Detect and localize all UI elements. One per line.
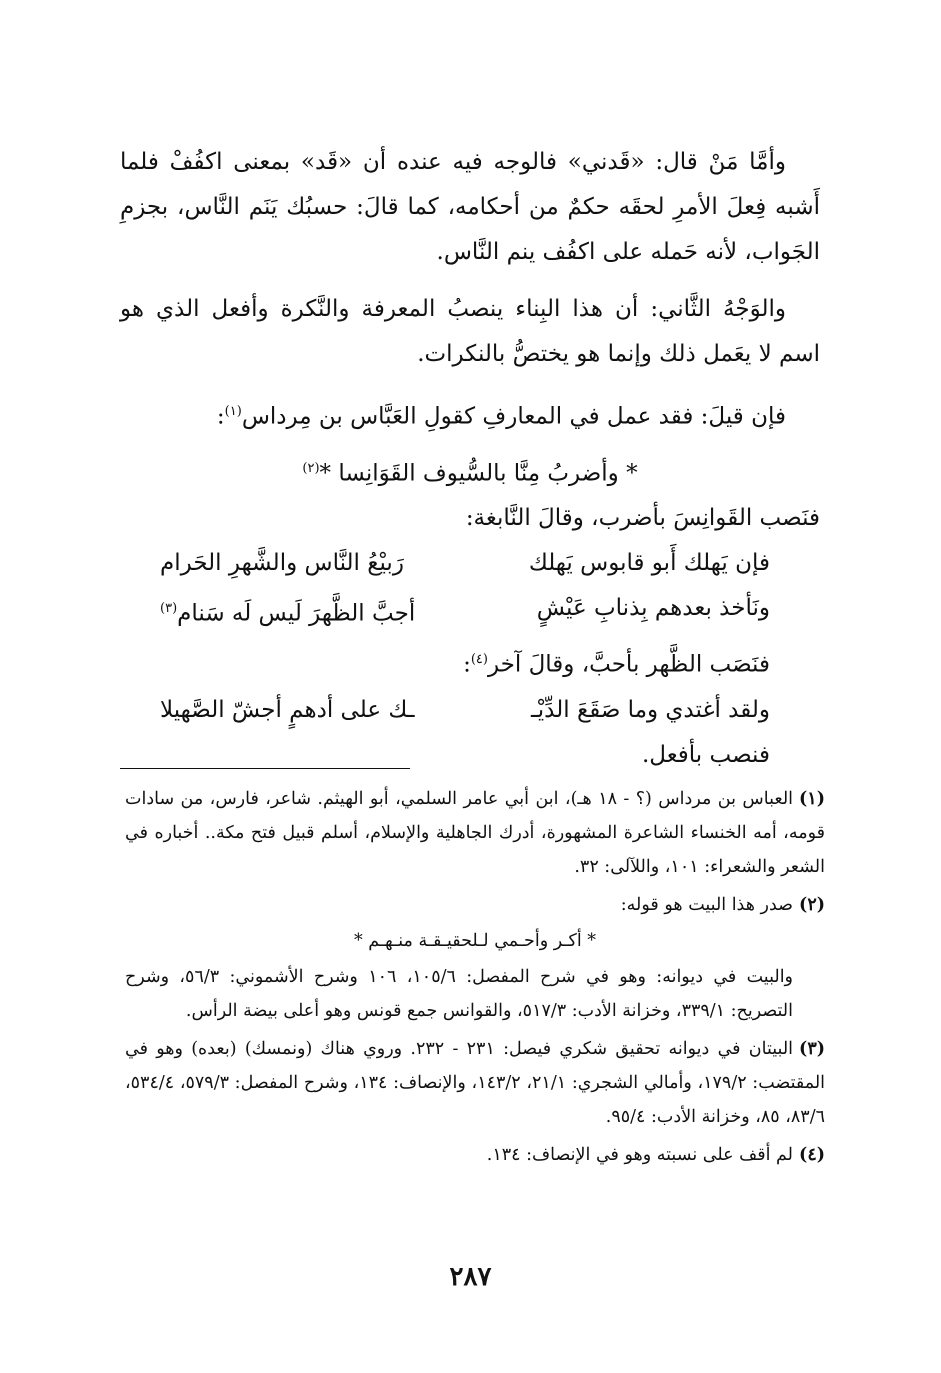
- footnote-1-number: (١): [799, 789, 825, 809]
- footnotes: [125, 782, 825, 1176]
- footnote-ref-1: (١): [224, 404, 242, 419]
- footnote-1: [125, 782, 825, 884]
- footnote-4-number: (٤): [799, 1145, 825, 1165]
- paragraph-1: وأمَّا مَنْ قال: «قَدني» فالوجه فيه عنده أن «قَد» بمعنى اكفُفْ فلما أَشبه فِعلَ الأمرِ لحقَه حكمٌ من أحكامه، كما قالَ: حسبُك يَنَم النَّاس، بجزمِ الجَواب، لأنه حَمله على اكفُف ينم النَّاس.: [120, 149, 820, 265]
- paragraph-3: [120, 389, 820, 440]
- verse-1-text: * وأضربُ مِنَّا بالسُّيوف القَوَانِسا *: [319, 460, 638, 487]
- paragraph-3-colon: :: [216, 403, 225, 430]
- couplet-2: [120, 586, 820, 637]
- page-number: ٢٨٧: [449, 1262, 492, 1292]
- paragraph-3-text: فإن قيلَ: فقد عمل في المعارفِ كقولِ العَبَّاس بن مِرداس: [241, 403, 786, 430]
- last-line: فنصب بأفعل.: [641, 741, 770, 768]
- footnote-2-verse: * أكـر وأحـمي لـلحقيـقـة منـهـم *: [353, 931, 597, 951]
- footnote-separator: [120, 768, 410, 769]
- footnote-3: [125, 1032, 825, 1134]
- verse-1: [120, 446, 820, 497]
- footnote-1-text: العباس بن مرداس (؟ - ١٨ هـ)، ابن أبي عامر السلمي، أبو الهيثم. شاعر، فارس، من سادات قومه، أمه الخنساء الشاعرة المشهورة، أدرك الجاهلية والإسلام، أسلم قبيل فتح مكة.. أخباره في الشعر والشعراء: ١٠١، واللآلى: ٣٢.: [125, 789, 825, 877]
- footnote-4-text: لم أقف على نسبته وهو في الإنصاف: ١٣٤.: [486, 1145, 794, 1165]
- footnote-2-text: والبيت في ديوانه: وهو في شرح المفصل: ١٠٥/٦، ١٠٦ وشرح الأشموني: ٥٦/٣، وشرح التصريح: ٣٣٩/١، وخزانة الأدب: ٥١٧/٣، والقوانس جمع قونس وهو أعلى بيضة الرأس.: [125, 967, 794, 1021]
- footnote-4: [125, 1138, 825, 1172]
- footnote-3-text: البيتان في ديوانه تحقيق شكري فيصل: ٢٣١ - ٢٣٢. وروي هناك (ونمسك) (بعده) وهو في المقتضب: ١٧٩/٢، وأمالي الشجري: ٢١/١، ١٤٣/٢، والإنصاف: ١٣٤، وشرح المفصل: ٥٧٩/٣، ٥٣٤/٤، ٨٣/٦، ٨٥، وخزانة الأدب: ٩٥/٤.: [125, 1039, 826, 1127]
- line-after-verse-1: فنَصب القَوانِسَ بأضرب، وقالَ النَّابغة:: [465, 505, 820, 532]
- footnote-ref-3: (٣): [160, 601, 178, 617]
- line-after-couplet-2-text: فنَصَب الظَّهر بأحبَّ، وقالَ آخر: [487, 651, 770, 678]
- couplet-1: [120, 541, 820, 586]
- footnote-2: [125, 888, 825, 1028]
- main-text: [120, 140, 820, 778]
- couplet-1-first-hemistich: فإن يَهلك أَبو قابوس يَهلك: [528, 550, 770, 577]
- footnote-ref-2: (٢): [302, 460, 320, 476]
- couplet-2-second-hemistich-wrap: [160, 586, 415, 637]
- couplet-2-second-hemistich: أجبَّ الظَّهرَ لَيس لَه سَنام: [177, 600, 416, 627]
- couplet-3-second-hemistich: ـك على أدهمٍ أجشّ الصَّهيلا: [160, 696, 415, 723]
- footnote-ref-4: (٤): [470, 651, 488, 667]
- footnote-2-number: (٢): [799, 895, 825, 915]
- couplet-3: [120, 688, 820, 733]
- line-after-couplet-2: [120, 637, 820, 688]
- footnote-2-intro: صدر هذا البيت هو قوله:: [620, 895, 794, 915]
- couplet-3-first-hemistich: ولقد أغتدي وما صَقَعَ الدِّيْـ: [531, 696, 770, 723]
- paragraph-2: والوَجْهُ الثَّاني: أن هذا البِناء ينصبُ المعرفة والنَّكرة وأفعل الذي هو اسم لا يعَمل ذلك وإنما هو يختصُّ بالنكرات.: [120, 296, 820, 367]
- couplet-2-first-hemistich: ونَأخذ بعدهم بِذنابِ عَيْشٍ: [536, 595, 770, 622]
- line-after-couplet-2-colon: :: [463, 651, 471, 678]
- couplet-1-second-hemistich: رَبيْعُ النَّاس والشَّهرِ الحَرام: [160, 550, 404, 577]
- footnote-3-number: (٣): [799, 1039, 825, 1059]
